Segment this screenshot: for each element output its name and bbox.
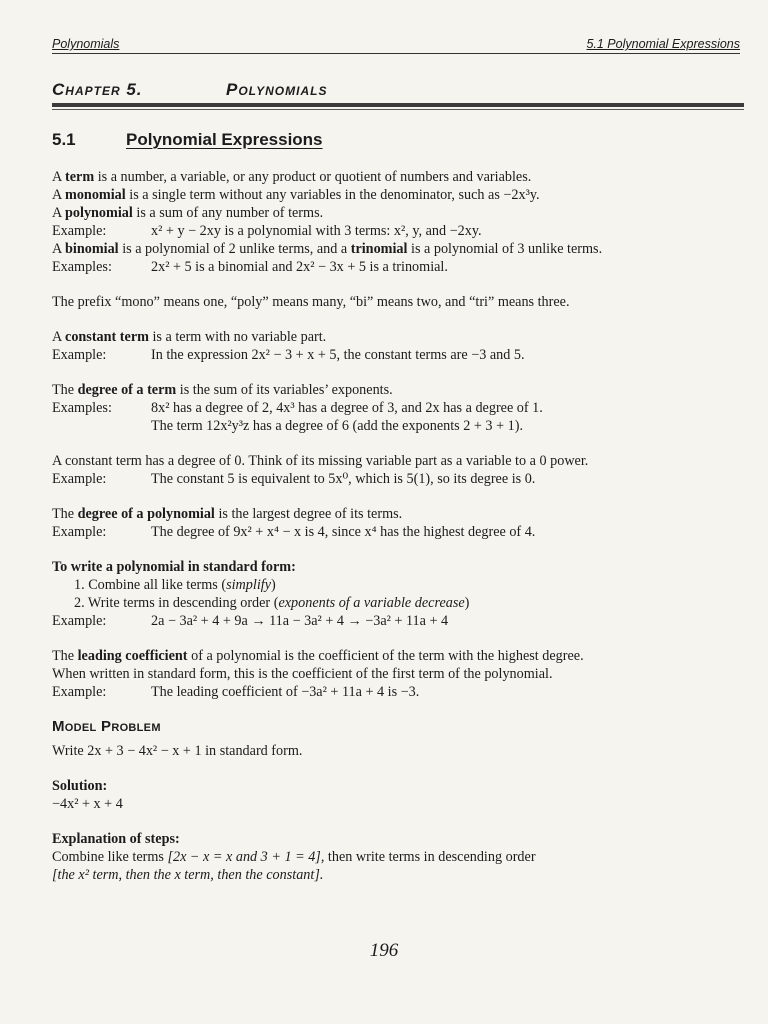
model-problem-text: Write 2x + 3 − 4x² − x + 1 in standard form.: [52, 743, 303, 759]
constant-degree-note: A constant term has a degree of 0. Think of its missing variable part as a variable to a 0 power.: [52, 453, 589, 469]
example-binomial-trinomial: Examples: 2x² + 5 is a binomial and 2x² − 3x + 5 is a trinomial.: [52, 259, 448, 275]
example-constant-degree: Example: The constant 5 is equivalent to 5x⁰, which is 5(1), so its degree is 0.: [52, 471, 536, 487]
example-degree-polynomial: Example: The degree of 9x² + x⁴ − x is 4, since x⁴ has the highest degree of 4.: [52, 524, 536, 540]
definition-degree-polynomial: The degree of a polynomial is the largest degree of its terms.: [52, 506, 403, 522]
example-constant-term: Example: In the expression 2x² − 3 + x + 5, the constant terms are −3 and 5.: [52, 347, 525, 363]
section-title: [52, 130, 323, 150]
leading-coefficient-note: When written in standard form, this is the coefficient of the first term of the polynomial.: [52, 666, 553, 682]
page-content: [52, 168, 728, 884]
explanation-line-1: Combine like terms [2x − x = x and 3 + 1 = 4], then write terms in descending order: [52, 849, 536, 865]
example-leading-coefficient: Example: The leading coefficient of −3a² + 11a + 4 is −3.: [52, 684, 420, 700]
chapter-title: [52, 80, 327, 100]
header-right: 5.1 Polynomial Expressions: [586, 37, 740, 51]
definition-binomial-trinomial: A binomial is a polynomial of 2 unlike terms, and a trinomial is a polynomial of 3 unlike terms.: [52, 241, 603, 257]
standard-form-steps: [52, 576, 728, 612]
section-number: 5.1: [52, 130, 76, 149]
explanation-heading: Explanation of steps:: [52, 831, 180, 847]
example-polynomial: Example: x² + y − 2xy is a polynomial with 3 terms: x², y, and −2xy.: [52, 223, 482, 239]
standard-form-heading: To write a polynomial in standard form:: [52, 559, 296, 575]
definition-degree-term: The degree of a term is the sum of its variables’ exponents.: [52, 382, 393, 398]
header-left: Polynomials: [52, 37, 120, 51]
model-problem-heading: Model Problem: [52, 718, 161, 735]
step-2: 2. Write terms in descending order (exponents of a variable decrease): [74, 595, 470, 611]
example-degree-term: Examples: 8x² has a degree of 2, 4x³ has a degree of 3, and 2x has a degree of 1.: [52, 400, 543, 416]
section-name: Polynomial Expressions: [126, 130, 323, 149]
chapter-number: Chapter 5.: [52, 80, 143, 99]
definition-polynomial: A polynomial is a sum of any number of terms.: [52, 205, 324, 221]
definition-term: A term is a number, a variable, or any product or quotient of numbers and variables.: [52, 169, 532, 185]
definition-leading-coefficient: The leading coefficient of a polynomial is the coefficient of the term with the highest degree.: [52, 648, 584, 664]
example-degree-term-2: The term 12x²y³z has a degree of 6 (add the exponents 2 + 3 + 1).: [151, 418, 523, 434]
divider-thick: [52, 103, 744, 107]
example-standard-form: Example: 2a − 3a² + 4 + 9a → 11a − 3a² + 4 → −3a² + 11a + 4: [52, 613, 449, 629]
page-number: 196: [369, 940, 399, 961]
explanation-line-2: [the x² term, then the x term, then the constant].: [52, 867, 324, 883]
chapter-name: Polynomials: [226, 80, 328, 99]
solution-heading: Solution:: [52, 778, 108, 794]
definition-constant-term: A constant term is a term with no variable part.: [52, 329, 327, 345]
divider-thin: [52, 109, 744, 110]
solution-text: −4x² + x + 4: [52, 796, 123, 812]
prefix-note: The prefix “mono” means one, “poly” means many, “bi” means two, and “tri” means three.: [52, 294, 570, 310]
definition-monomial: A monomial is a single term without any variables in the denominator, such as −2x³y.: [52, 187, 540, 203]
running-header: [52, 37, 740, 54]
step-1: 1. Combine all like terms (simplify): [74, 577, 276, 593]
